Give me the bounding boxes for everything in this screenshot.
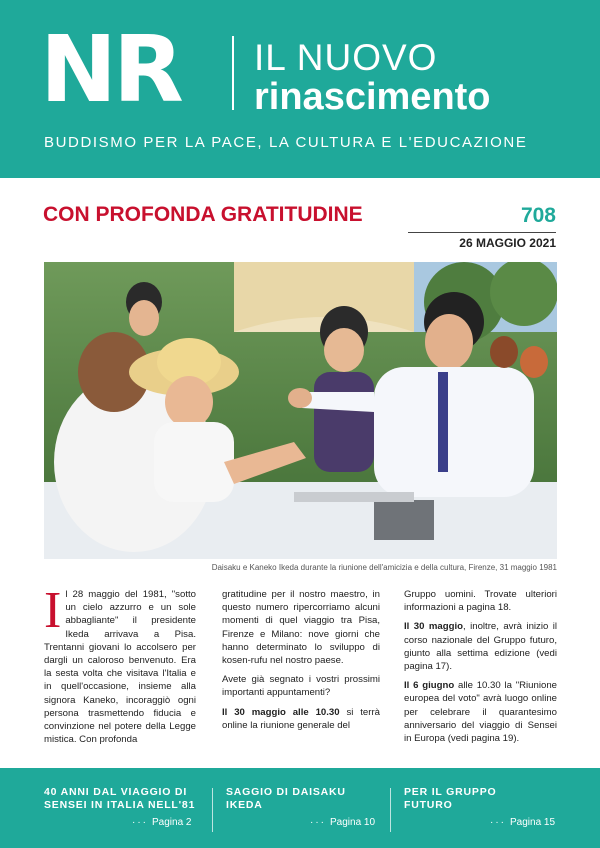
footer-item-3-page[interactable]: ··· Pagina 15 bbox=[490, 817, 556, 828]
masthead-title-line1: IL NUOVO bbox=[254, 37, 438, 78]
footer-item-2-title[interactable]: SAGGIO DI DAISAKU IKEDA bbox=[226, 786, 346, 811]
issue-date: 26 MAGGIO 2021 bbox=[459, 236, 556, 250]
article-column-2 bbox=[222, 588, 380, 738]
footer-item-3-title[interactable]: PER IL GRUPPO FUTURO bbox=[404, 786, 497, 811]
article-column-1 bbox=[44, 582, 196, 746]
article-col2-p3 bbox=[222, 706, 380, 732]
footer-item-3-page-label: Pagina 15 bbox=[510, 817, 556, 828]
cover-photo bbox=[44, 262, 557, 559]
footer-item-2-page[interactable]: ··· Pagina 10 bbox=[310, 817, 376, 828]
footer-item-1-page-label: Pagina 2 bbox=[152, 817, 192, 828]
logo-nr: NR bbox=[40, 16, 180, 123]
article-col3-p3 bbox=[404, 679, 557, 745]
article-col3-p2 bbox=[404, 620, 557, 673]
footer-divider bbox=[212, 788, 213, 832]
logo-divider bbox=[232, 36, 234, 110]
article-col3-p2-bold: Il 30 maggio bbox=[404, 621, 463, 633]
article-col2-p3-rest: si terrà online la riunione generale del bbox=[222, 706, 380, 731]
issue-divider bbox=[408, 232, 556, 233]
article-col2-p3-bold: Il 30 maggio alle 10.30 bbox=[222, 706, 340, 718]
article-col3-p3-rest: alle 10.30 la "Riunione europea del voto" avrà luogo online per celebrare il quarantesimo anniversario del viaggio di Sensei in Europa (vedi pagina 19). bbox=[404, 680, 557, 745]
issue-number: 708 bbox=[520, 204, 556, 227]
footer-divider bbox=[390, 788, 391, 832]
article-col3-p1: Gruppo uomini. Trovate ulteriori informazioni a pagina 18. bbox=[404, 589, 557, 614]
article-col3-p3-bold: Il 6 giugno bbox=[404, 680, 455, 692]
article-column-3 bbox=[404, 588, 557, 751]
footer-band bbox=[0, 768, 600, 848]
dropcap: I bbox=[44, 582, 62, 639]
masthead-title-line2: rinascimento bbox=[254, 76, 491, 118]
article-col1-text: l 28 maggio del 1981, "sotto un cielo azzurro e un sole abbagliante" il presidente Ikeda arrivava a Pisa. Trentanni giovani lo accolsero per dargli un caloroso benvenuto. Era la sesta volta che visitava l'Italia e in quell'occasione, insieme alla signora Kaneko, incoraggiò ogni persona trasmettendo fiducia e convinzione nel potere della Legge mistica. Con profonda bbox=[44, 589, 196, 746]
article-col3-p2-rest: , inoltre, avrà inizio il corso nazionale del Gruppo futuro, giunto alla settima edizione (vedi pagina 17). bbox=[404, 621, 557, 673]
photo-caption: Daisaku e Kaneko Ikeda durante la riunione dell'amicizia e della cultura, Firenze, 31 maggio 1981 bbox=[211, 563, 557, 572]
masthead bbox=[0, 0, 600, 178]
cover-headline: CON PROFONDA GRATITUDINE bbox=[43, 203, 363, 226]
masthead-tagline: BUDDISMO PER LA PACE, LA CULTURA E L'EDUCAZIONE bbox=[44, 134, 528, 151]
footer-item-1-title[interactable]: 40 ANNI DAL VIAGGIO DI SENSEI IN ITALIA NELL'81 bbox=[44, 786, 196, 811]
footer-item-1-page[interactable]: ··· Pagina 2 bbox=[132, 817, 192, 828]
article-col2-p2: Avete già segnato i vostri prossimi importanti appuntamenti? bbox=[222, 674, 380, 699]
article-col2-p1: gratitudine per il nostro maestro, in questo numero ripercorriamo alcuni momenti di quel viaggio tra Pisa, Firenze e Milano: nove giorni che hanno determinato lo sviluppo di kosen-rufu nel nostro paese. bbox=[222, 589, 380, 667]
footer-item-2-page-label: Pagina 10 bbox=[330, 817, 376, 828]
